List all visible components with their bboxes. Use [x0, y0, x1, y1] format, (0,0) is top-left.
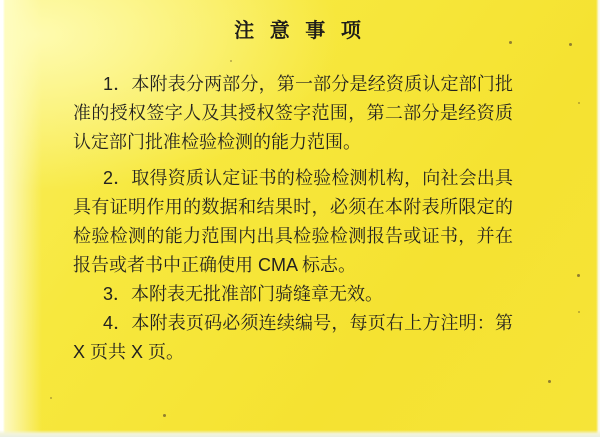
paper-speck: [569, 43, 572, 46]
scan-edge-right: [596, 0, 600, 437]
notice-item-1: 1．本附表分两部分，第一部分是经资质认定部门批准的授权签字人及其授权签字范围，第二部分是经资质认定部门批准检验检测的能力范围。: [73, 74, 513, 152]
paper-speck: [230, 60, 232, 62]
paper-speck: [578, 311, 580, 313]
scan-edge-left: [0, 0, 5, 437]
paper-speck: [578, 102, 580, 104]
paper-speck: [50, 397, 52, 399]
paper-speck: [548, 380, 551, 383]
page-title: 注 意 事 项: [234, 20, 366, 42]
notice-item-2: 2．取得资质认定证书的检验检测机构，向社会出具具有证明作用的数据和结果时，必须在本附表所限定的检验检测的能力范围内出具检验检测报告或证书，并在报告或者书中正确使用 CMA 标志。: [73, 168, 513, 275]
notice-item-4: 4．本附表页码必须连续编号，每页右上方注明：第 X 页共 X 页。: [73, 313, 513, 362]
paper-speck: [509, 41, 512, 44]
paper-speck: [163, 414, 166, 417]
paper-speck: [577, 274, 580, 277]
scan-edge-bottom: [0, 430, 600, 437]
notice-body: [73, 70, 513, 367]
notice-item-3: 3．本附表无批准部门骑缝章无效。: [103, 284, 384, 304]
